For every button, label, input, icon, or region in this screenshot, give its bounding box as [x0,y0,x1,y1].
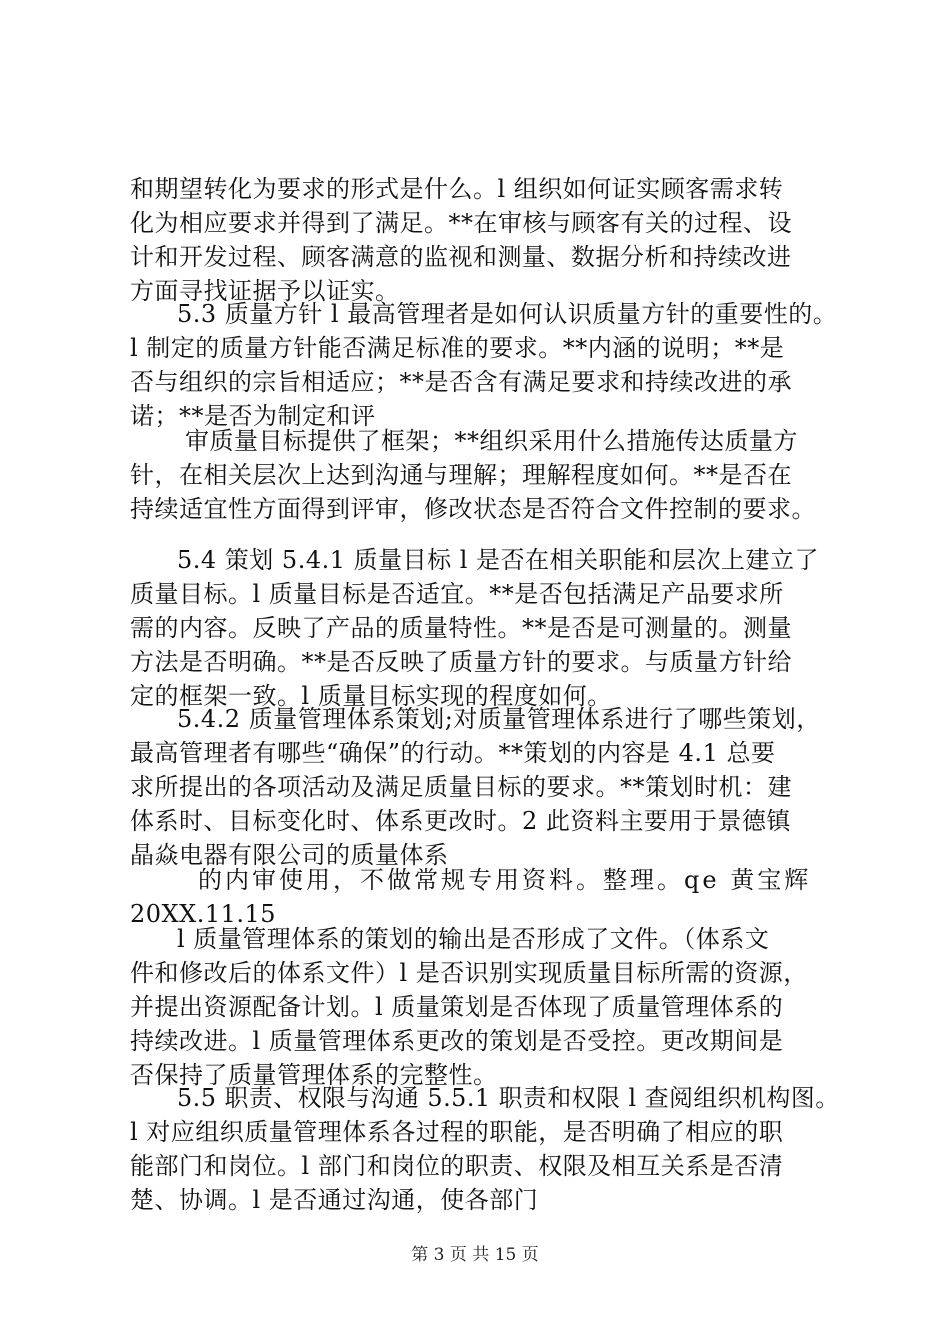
text-line: 5.4 策划 5.4.1 质量目标 l 是否在相关职能和层次上建立了 [177,546,820,574]
text-line: 审质量目标提供了框架；**组织采用什么措施传达质量方 [185,427,798,455]
text-line: 件和修改后的体系文件）l 是否识别实现质量目标所需的资源， [130,959,808,987]
text-line: 诺；**是否为制定和评 [130,402,376,430]
text-line: 体系时、目标变化时、体系更改时。2 此资料主要用于景德镇 [130,807,791,835]
text-line: 否保持了质量管理体系的完整性。 [130,1061,498,1089]
page-number-footer: 第 3 页 共 15 页 [411,1245,539,1265]
text-line: 针，在相关层次上达到沟通与理解；理解程度如何。**是否在 [130,461,792,489]
text-line: l 质量管理体系的策划的输出是否形成了文件。（体系文 [177,925,770,953]
text-line: 并提出资源配备计划。l 质量策划是否体现了质量管理体系的 [130,993,784,1021]
text-line: 持续改进。l 质量管理体系更改的策划是否受控。更改期间是 [130,1027,784,1055]
text-line: 否与组织的宗旨相适应；**是否含有满足要求和持续改进的承 [130,368,792,396]
text-line: 需的内容。反映了产品的质量特性。**是否是可测量的。测量 [130,614,792,642]
text-line: 20XX.11.15 [130,900,277,928]
text-line: 质量目标。l 质量目标是否适宜。**是否包括满足产品要求所 [130,580,784,608]
text-line: 最高管理者有哪些“确保”的行动。**策划的内容是 4.1 总要 [130,739,776,767]
text-line: 能部门和岗位。l 部门和岗位的职责、权限及相互关系是否清 [130,1152,784,1180]
text-line: 定的框架一致。l 质量目标实现的程度如何。 [130,682,612,710]
text-line: 方面寻找证据予以证实。 [130,277,400,305]
text-line: 化为相应要求并得到了满足。**在审核与顾客有关的过程、设 [130,209,792,237]
text-line: 晶焱电器有限公司的质量体系 [130,841,449,869]
text-line: 5.4.2 质量管理体系策划;对质量管理体系进行了哪些策划， [177,705,821,733]
text-line: l 制定的质量方针能否满足标准的要求。**内涵的说明；**是 [130,334,785,362]
text-line: 计和开发过程、顾客满意的监视和测量、数据分析和持续改进 [130,243,792,271]
text-line: 5.5 职责、权限与沟通 5.5.1 职责和权限 l 查阅组织机构图。 [177,1084,840,1112]
text-line: 楚、协调。l 是否通过沟通，使各部门 [130,1186,539,1214]
text-line: 5.3 质量方针 l 最高管理者是如何认识质量方针的重要性的。 [177,300,838,328]
text-line: l 对应组织质量管理体系各过程的职能，是否明确了相应的职 [130,1118,784,1146]
text-line: 和期望转化为要求的形式是什么。l 组织如何证实顾客需求转 [130,175,784,203]
text-line: 的内审使用，不做常规专用资料。整理。qe 黄宝辉 [198,866,812,894]
text-line: 方法是否明确。**是否反映了质量方针的要求。与质量方针给 [130,648,792,676]
text-line: 持续适宜性方面得到评审，修改状态是否符合文件控制的要求。 [130,495,816,523]
text-line: 求所提出的各项活动及满足质量目标的要求。**策划时机：建 [130,773,792,801]
